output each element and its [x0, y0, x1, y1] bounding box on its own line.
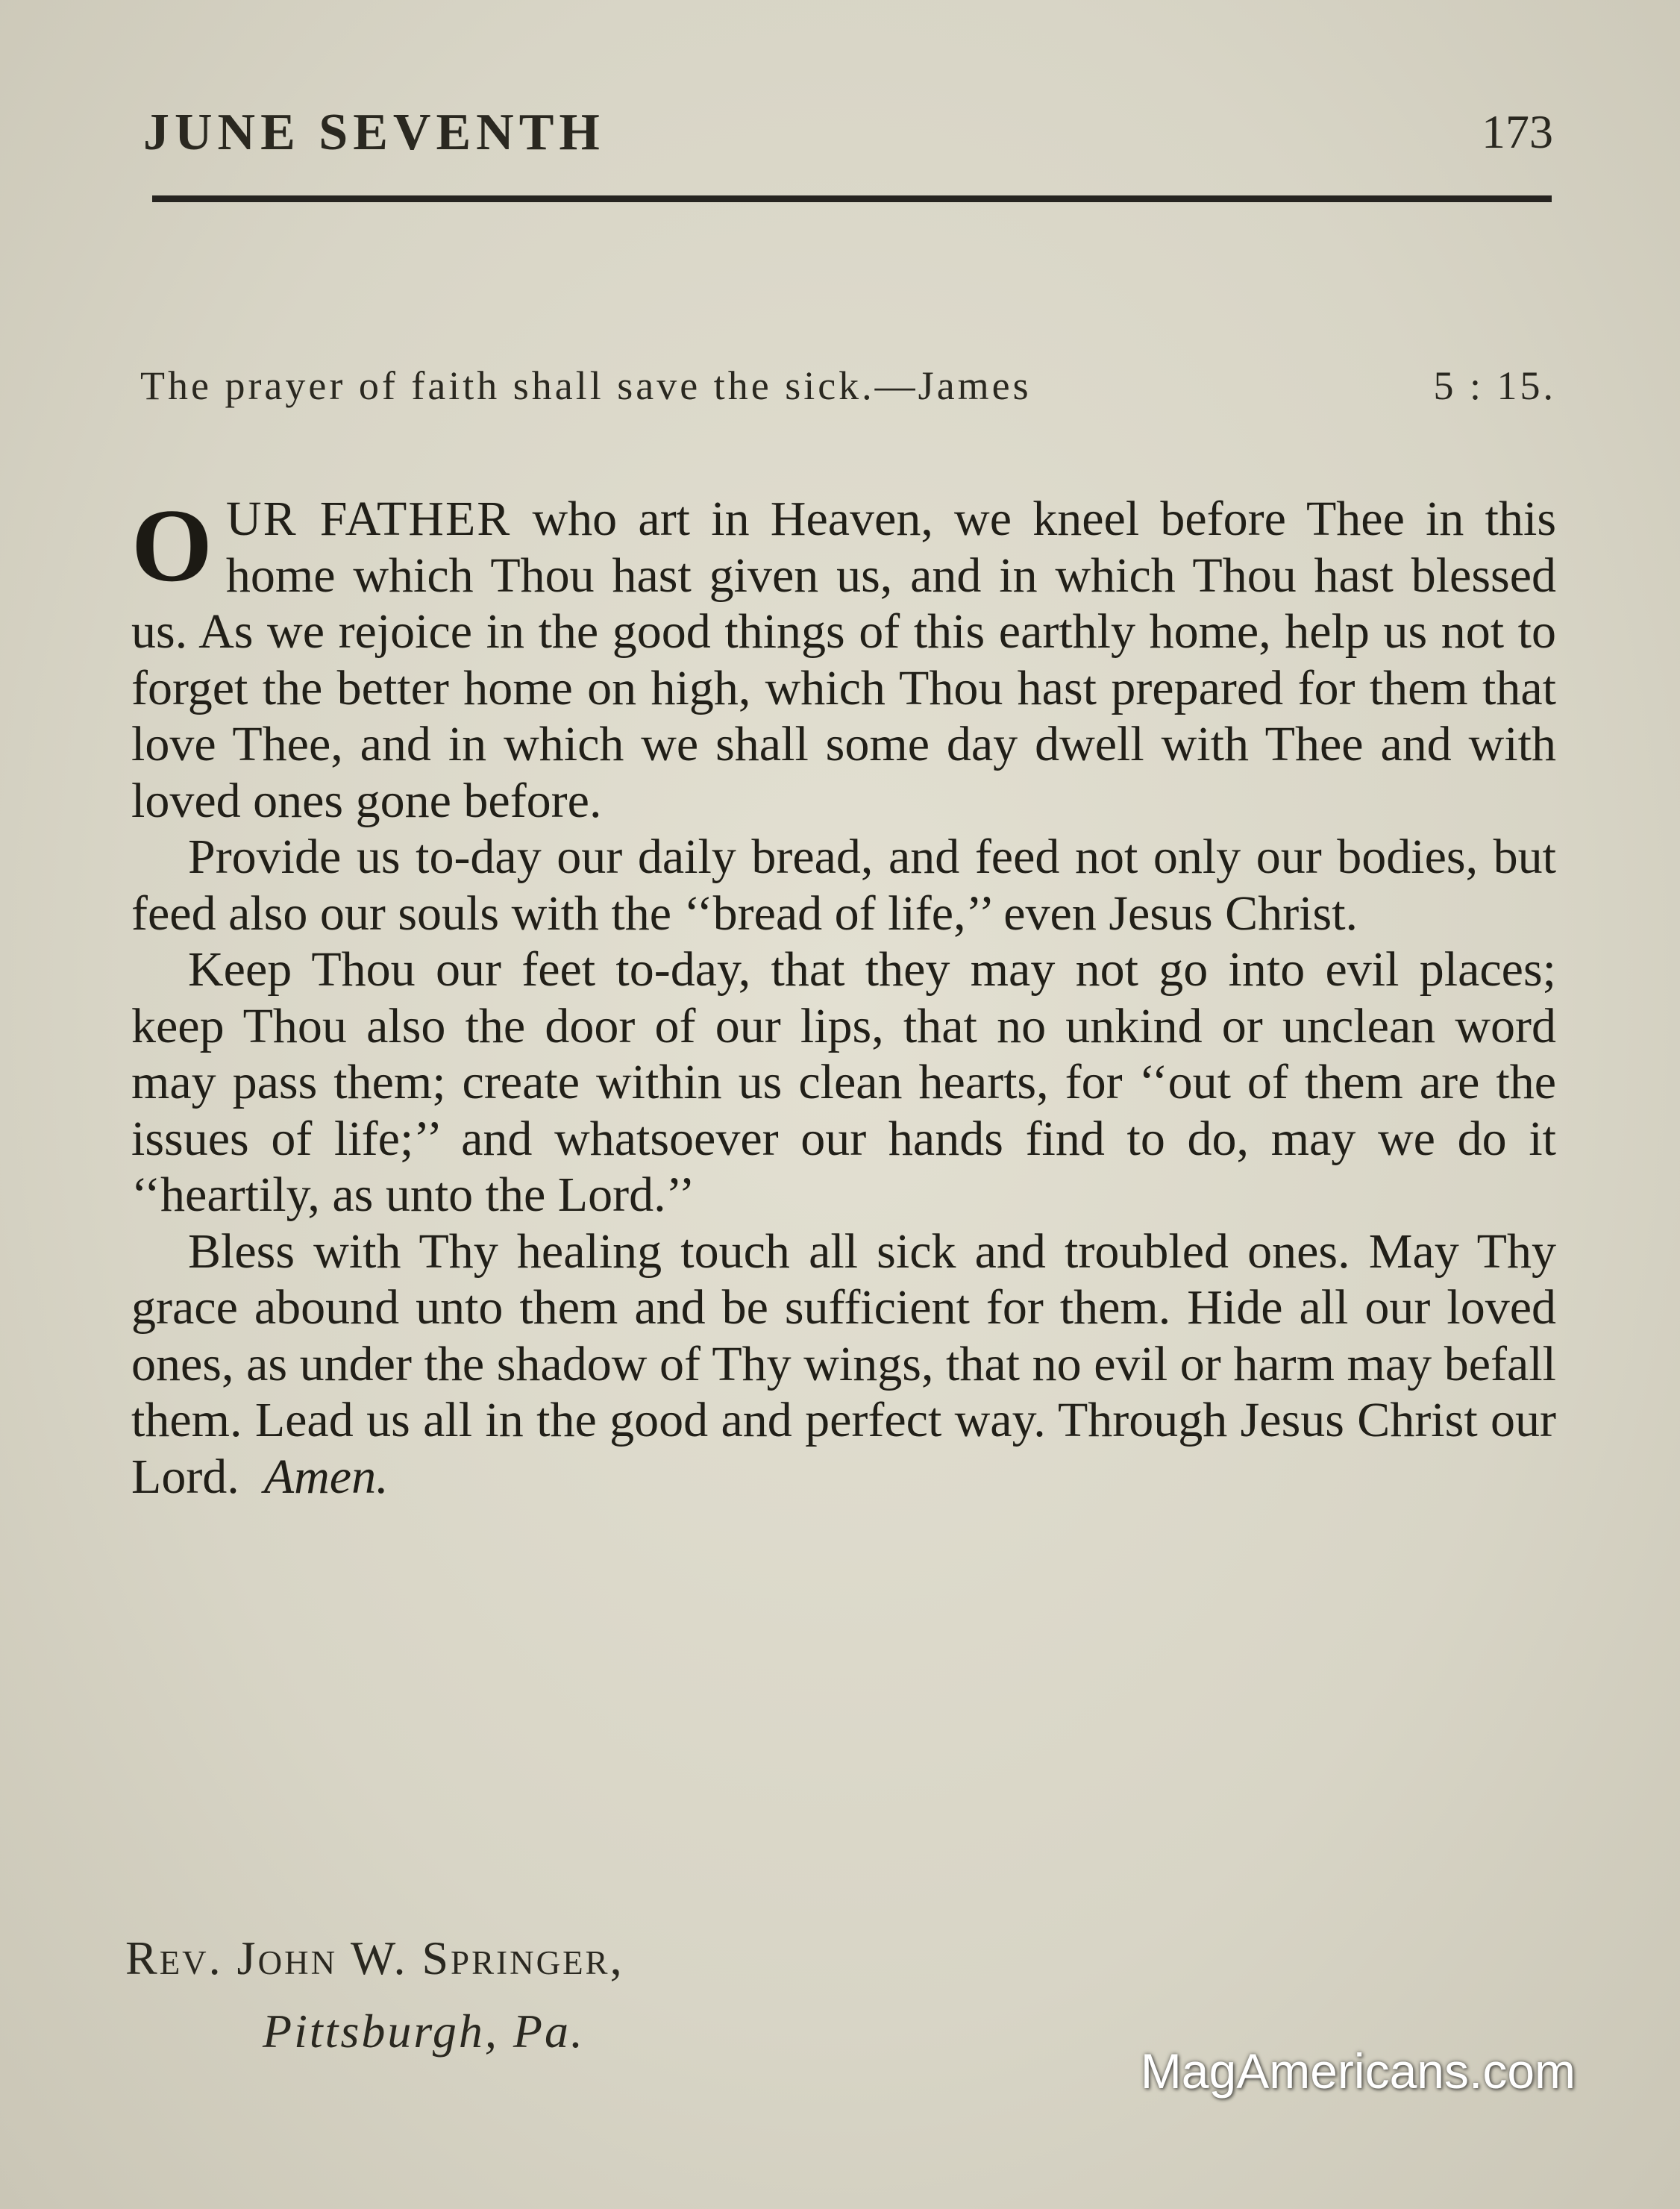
signature-location: Pittsburgh, Pa. — [263, 2005, 585, 2058]
signature-name: Rev. John W. Springer, — [125, 1931, 624, 1984]
prayer-paragraph-3: Keep Thou our feet to-day, that they may not go into evil places; keep Thou also the door of our lips, that no unkind or unclean word may pass them; create within us clean hearts, for ‘‘out of them are the issues of life;’’ and whatsoever our hands find to do, may we do it ‘‘heartily, as unto the Lord.’’ — [131, 942, 1556, 1222]
prayer-lead: UR FATHER — [225, 492, 512, 546]
prayer-paragraph-1 — [131, 488, 1557, 829]
prayer-body — [131, 488, 1557, 1505]
epigraph-reference: 5 : 15. — [1433, 363, 1556, 408]
epigraph — [140, 363, 1556, 409]
epigraph-text: The prayer of faith shall save the sick.—James — [140, 363, 1032, 408]
prayer-paragraph-1-text: who art in Heaven, we kneel before Thee in this home which Thou hast given us, and in which Thou hast blessed us. As we rejoice in the good things of this earthly home, help us not to forget the better home on high, which Thou hast prepared for them that love Thee, and in which we shall some day dwell with Thee and with loved ones gone before. — [131, 492, 1557, 828]
page-title: JUNE SEVENTH — [143, 104, 605, 161]
amen: Amen. — [263, 1449, 389, 1504]
drop-cap: O — [131, 488, 213, 604]
header-rule — [152, 195, 1552, 202]
prayer-paragraph-4 — [131, 1223, 1556, 1505]
page-number: 173 — [1482, 105, 1553, 158]
prayer-paragraph-4-text: Bless with Thy healing touch all sick and troubled ones. May Thy grace abound unto them and be sufficient for them. Hide all our loved ones, as under the shadow of Thy wings, that no evil or harm may befall them. Lead us all in the good and perfect way. Through Jesus Christ our Lord. — [131, 1223, 1556, 1504]
watermark: MagAmericans.com — [1140, 2043, 1576, 2099]
prayer-paragraph-2: Provide us to-day our daily bread, and feed not only our bodies, but feed also our souls with the ‘‘bread of life,’’ even Jesus Christ. — [131, 830, 1556, 941]
